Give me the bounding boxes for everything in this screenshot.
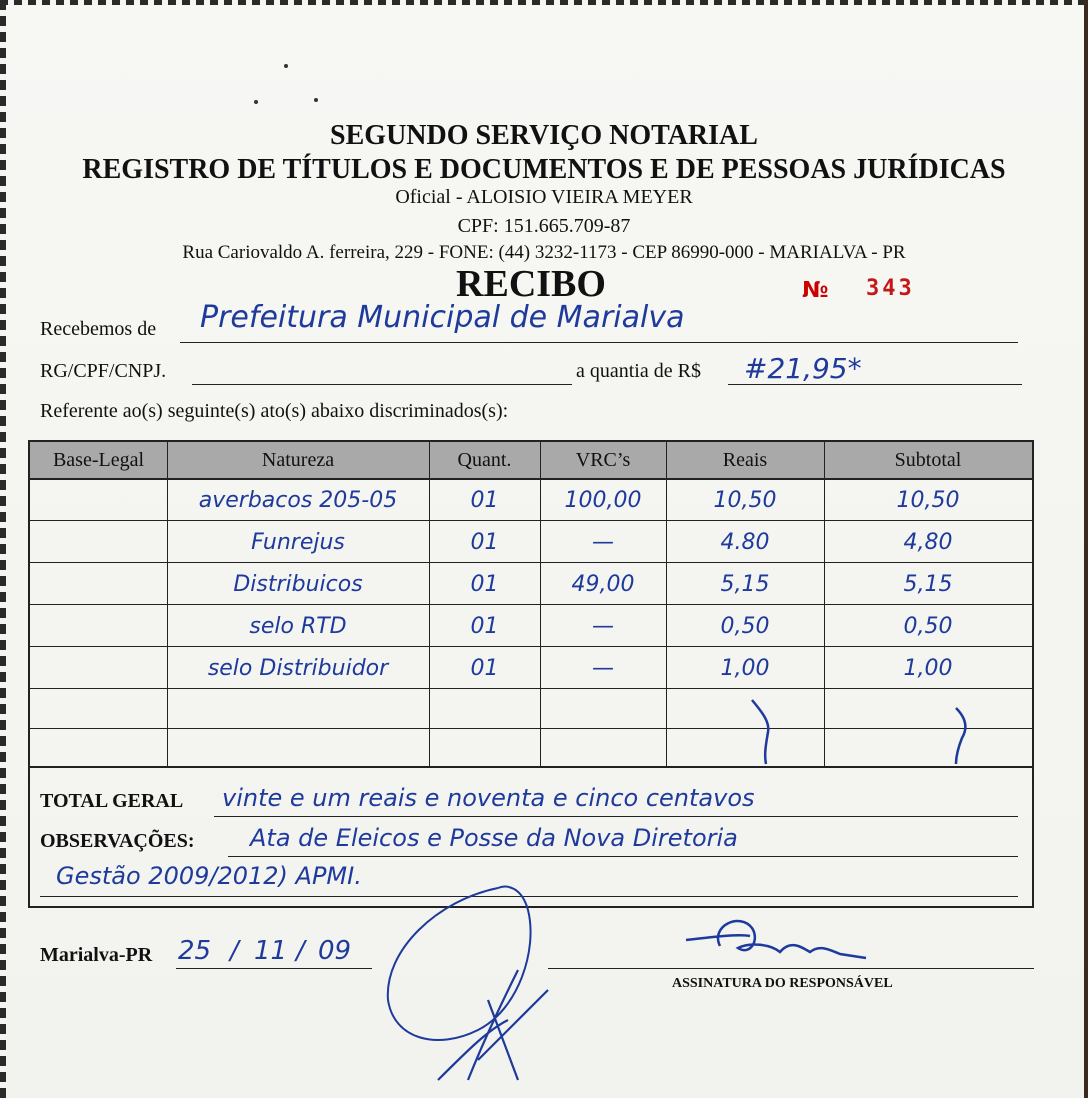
cell-quant: 01: [470, 656, 499, 681]
speck: [314, 98, 318, 102]
receipt-title: RECIBO: [456, 263, 606, 305]
registry-title: REGISTRO DE TÍTULOS E DOCUMENTOS E DE PESSOAS JURÍDICAS: [82, 154, 1006, 185]
paper-specks: [246, 56, 336, 106]
official-cpf: CPF: 151.665.709-87: [457, 215, 631, 237]
official-name: Oficial - ALOISIO VIEIRA MEYER: [395, 186, 693, 208]
cell-quant: 01: [470, 530, 499, 555]
cell-subtotal: 1,00: [903, 656, 953, 681]
rg-line: [192, 384, 572, 385]
cell-natureza: averbacos 205-05: [198, 488, 398, 513]
acts-table: [28, 440, 1034, 768]
cell-reais: 10,50: [713, 488, 777, 513]
signature-stroke: [438, 970, 548, 1080]
cell-natureza: Funrejus: [251, 530, 345, 555]
total-label: TOTAL GERAL: [40, 790, 184, 812]
place-label: Marialva-PR: [40, 944, 153, 966]
office-address: Rua Cariovaldo A. ferreira, 229 - FONE: (44) 3232-1173 - CEP 86990-000 - MARIALVA - PR: [182, 242, 906, 263]
cell-subtotal: 0,50: [903, 614, 953, 639]
cell-natureza: selo Distribuidor: [207, 656, 389, 681]
cell-natureza: selo RTD: [249, 614, 347, 639]
total-value: vinte e um reais e noventa e cinco centavos: [222, 784, 755, 812]
cell-vrc: —: [592, 656, 614, 681]
referente-label: Referente ao(s) seguinte(s) ato(s) abaixo discriminados(s):: [40, 400, 509, 422]
signature-stroke: [686, 921, 866, 958]
rg-label: RG/CPF/CNPJ.: [40, 360, 167, 382]
recebemos-value: Prefeitura Municipal de Marialva: [200, 300, 685, 335]
office-title: SEGUNDO SERVIÇO NOTARIAL: [330, 120, 758, 151]
cell-quant: 01: [470, 614, 499, 639]
closing-brackets: [666, 692, 1032, 766]
obs-value-line2: Gestão 2009/2012) APMI.: [56, 862, 362, 890]
date-line: [176, 968, 372, 969]
stamp-signature: [378, 880, 588, 1090]
cell-vrc: 49,00: [571, 572, 635, 597]
date-slash: /: [230, 936, 239, 966]
th-vrc: VRC’s: [575, 449, 631, 471]
speck: [284, 64, 288, 68]
bracket-stroke: [752, 700, 768, 764]
date-year: 09: [318, 936, 352, 966]
cell-quant: 01: [470, 488, 499, 513]
cell-reais: 4.80: [720, 530, 770, 555]
obs-value-line1: Ata de Eleicos e Posse da Nova Diretoria: [250, 824, 738, 852]
cell-quant: 01: [470, 572, 499, 597]
responsible-signature: [680, 906, 880, 972]
cell-natureza: Distribuicos: [233, 572, 363, 597]
signature-stroke: [388, 887, 531, 1040]
cell-vrc: 100,00: [564, 488, 642, 513]
th-base-legal: Base-Legal: [52, 449, 145, 471]
number-label: №: [802, 278, 829, 303]
date-slash: /: [296, 936, 305, 966]
cell-subtotal: 5,15: [903, 572, 953, 597]
recebemos-label: Recebemos de: [40, 318, 157, 340]
th-quant: Quant.: [457, 449, 512, 471]
speck: [254, 100, 258, 104]
signature-caption: ASSINATURA DO RESPONSÁVEL: [672, 976, 893, 991]
date-month: 11: [254, 936, 288, 966]
cell-reais: 1,00: [720, 656, 770, 681]
total-line: [214, 816, 1018, 817]
bracket-stroke: [956, 708, 965, 764]
th-subtotal: Subtotal: [894, 449, 962, 471]
obs-label: OBSERVAÇÕES:: [40, 830, 195, 852]
cell-vrc: —: [592, 614, 614, 639]
cell-subtotal: 4,80: [903, 530, 953, 555]
cell-reais: 0,50: [720, 614, 770, 639]
perforation-top: [0, 0, 1088, 5]
receipt-number: 343: [866, 276, 915, 301]
th-reais: Reais: [722, 449, 768, 471]
cell-vrc: —: [592, 530, 614, 555]
cell-subtotal: 10,50: [896, 488, 960, 513]
th-natureza: Natureza: [261, 449, 335, 471]
cell-reais: 5,15: [720, 572, 770, 597]
recebemos-line: [180, 342, 1018, 343]
date-day: 25: [178, 936, 212, 966]
quantia-label: a quantia de R$: [576, 360, 701, 382]
quantia-value: #21,95*: [744, 352, 862, 385]
obs-line-1: [228, 856, 1018, 857]
